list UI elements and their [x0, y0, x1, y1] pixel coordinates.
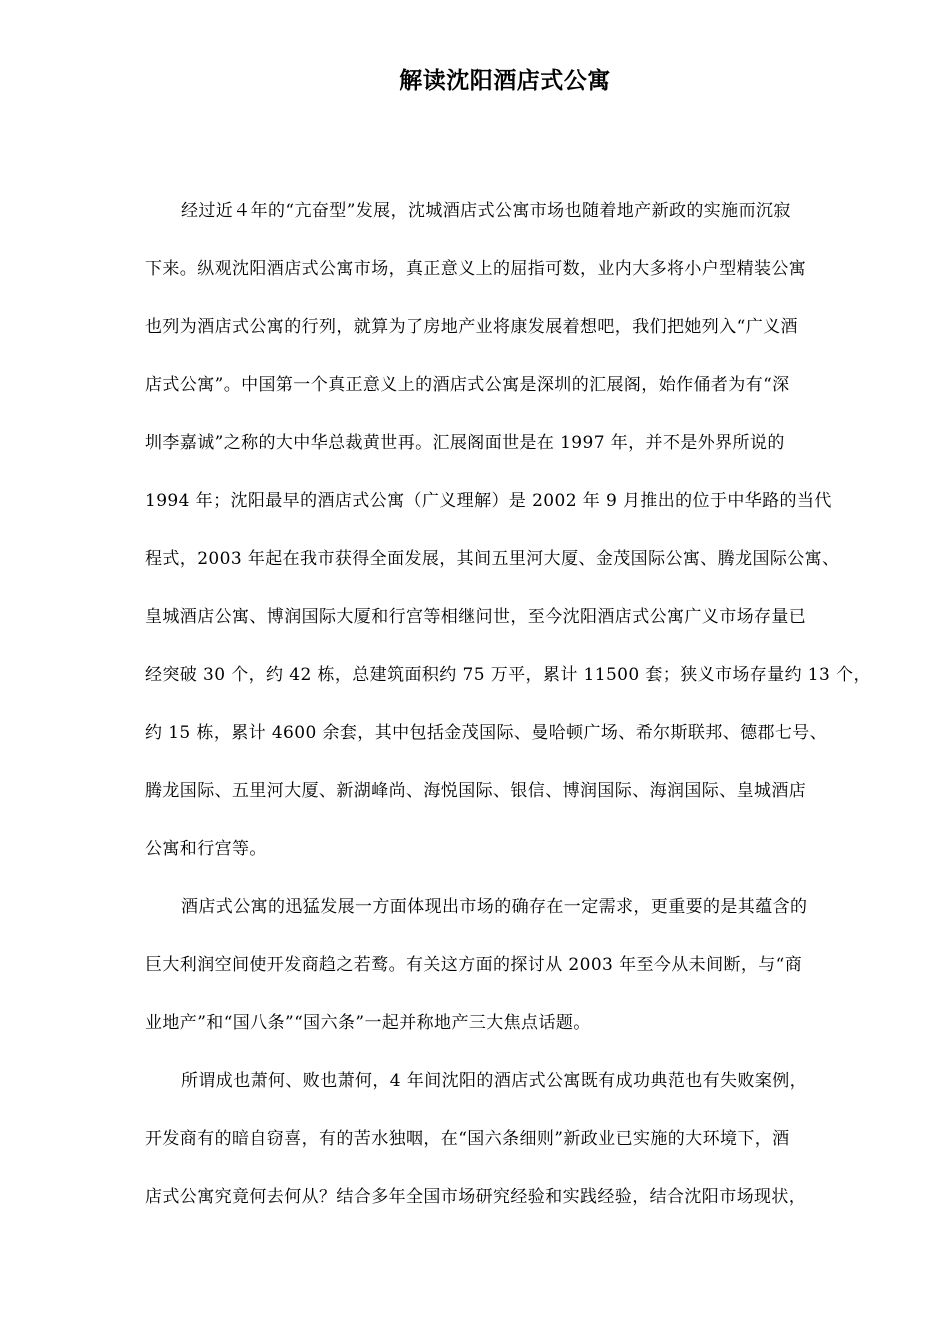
text-line: 经突破 30 个，约 42 栋，总建筑面积约 75 万平，累计 11500 套；狭义市场存量约 13 个，	[145, 665, 871, 685]
page-title: 解读沈阳酒店式公寓	[399, 67, 611, 94]
text-line: 公寓和行宫等。	[145, 839, 267, 859]
text-line: 店式公寓”。中国第一个真正意义上的酒店式公寓是深圳的汇展阁，始作俑者为有“深	[145, 375, 790, 395]
text-line: 圳李嘉诚”之称的大中华总裁黄世再。汇展阁面世是在 1997 年，并不是外界所说的	[145, 433, 785, 453]
text-line: 业地产”和“国八条”“国六条”一起并称地产三大焦点话题。	[145, 1013, 591, 1033]
article-body	[145, 182, 895, 1226]
text-line: 所谓成也萧何、败也萧何，4 年间沈阳的酒店式公寓既有成功典范也有失败案例，	[181, 1071, 808, 1091]
text-line: 开发商有的暗自窃喜，有的苦水独咽，在“国六条细则”新政业已实施的大环境下，酒	[145, 1129, 790, 1149]
text-line: 约 15 栋，累计 4600 余套，其中包括金茂国际、曼哈顿广场、希尔斯联邦、德郡七号、	[145, 723, 828, 743]
text-line: 巨大利润空间使开发商趋之若鹜。有关这方面的探讨从 2003 年至今从未间断，与“商	[145, 955, 803, 975]
text-line: 也列为酒店式公寓的行列，就算为了房地产业将康发展着想吧，我们把她列入“广义酒	[145, 317, 798, 337]
text-line: 下来。纵观沈阳酒店式公寓市场，真正意义上的屈指可数，业内大多将小户型精装公寓	[145, 259, 807, 279]
text-line: 皇城酒店公寓、博润国际大厦和行宫等相继问世，至今沈阳酒店式公寓广义市场存量已	[145, 607, 807, 627]
text-line: 程式，2003 年起在我市获得全面发展，其间五里河大厦、金茂国际公寓、腾龙国际公寓、	[145, 549, 840, 569]
text-line: 经过近４年的“亢奋型”发展，沈城酒店式公寓市场也随着地产新政的实施而沉寂	[181, 201, 791, 221]
text-line: 腾龙国际、五里河大厦、新湖峰尚、海悦国际、银信、博润国际、海润国际、皇城酒店	[145, 781, 807, 801]
text-line: 酒店式公寓的迅猛发展一方面体现出市场的确存在一定需求，更重要的是其蕴含的	[181, 897, 808, 917]
text-line: 1994 年；沈阳最早的酒店式公寓（广义理解）是 2002 年 9 月推出的位于中华路的当代	[145, 491, 832, 511]
text-line: 店式公寓究竟何去何从？结合多年全国市场研究经验和实践经验，结合沈阳市场现状，	[145, 1187, 807, 1207]
